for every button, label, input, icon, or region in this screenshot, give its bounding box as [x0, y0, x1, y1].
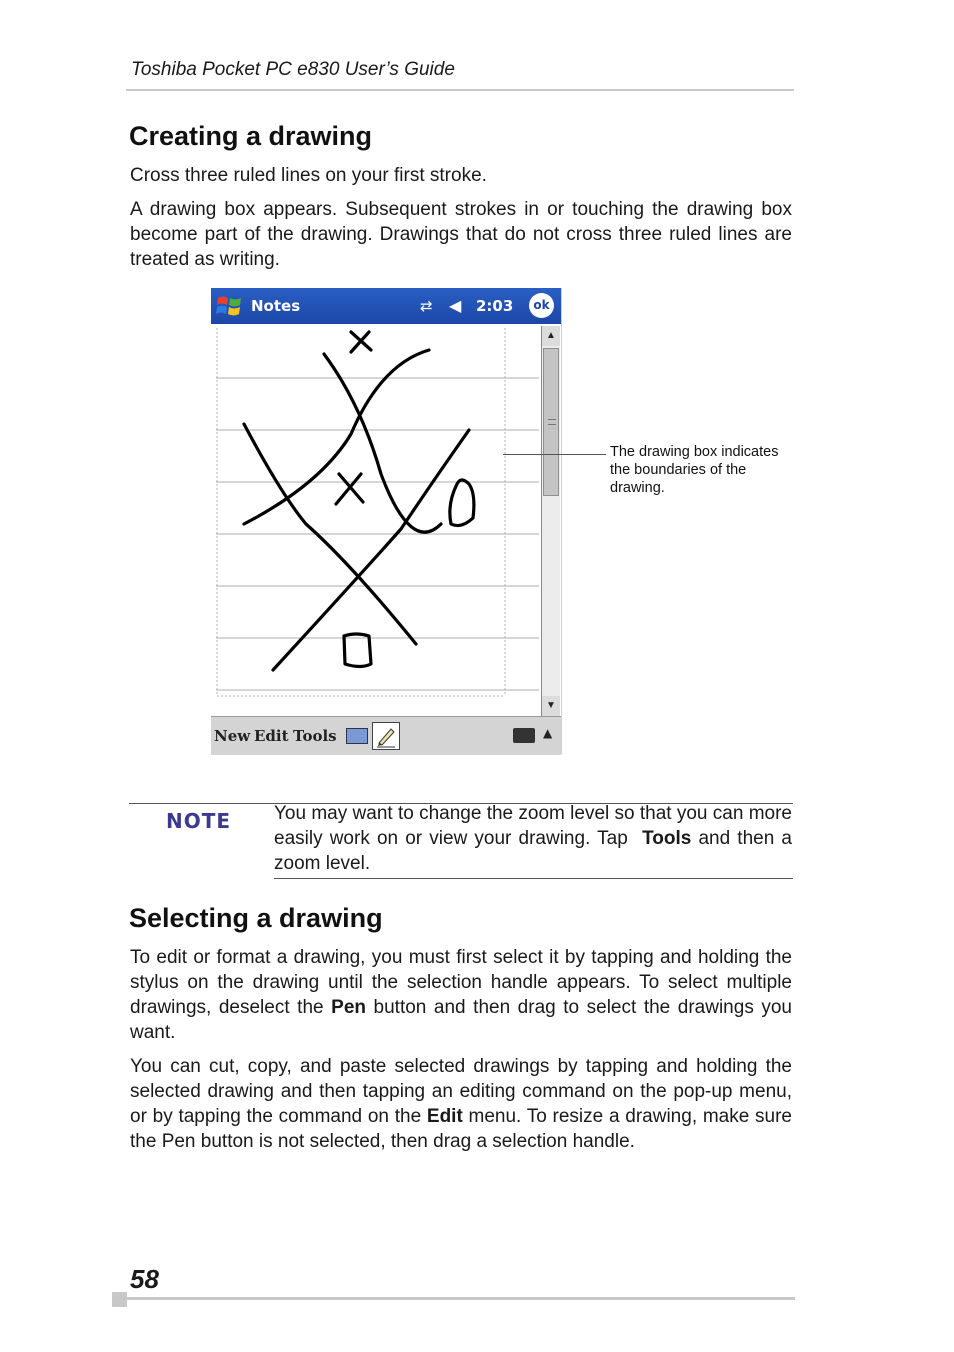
- app-title: Notes: [251, 297, 301, 315]
- clock[interactable]: 2:03: [476, 297, 514, 315]
- page-marker: [112, 1292, 127, 1307]
- paragraph: You can cut, copy, and paste selected drawings by tapping and holding the selected drawing and then tapping an editing command on the pop-up menu, or by tapping the command on the Edit menu. To resize a drawing, make sure the Pen button is not selected, then drag a selection handle.: [130, 1056, 793, 1152]
- menu-tools[interactable]: Tools: [293, 727, 337, 745]
- menu-bar: [211, 716, 561, 755]
- header-rule: [126, 89, 794, 91]
- paragraph: Cross three ruled lines on your first stroke.: [130, 165, 487, 186]
- note-bold-tools: Tools: [642, 828, 692, 849]
- callout-leader-line: [503, 454, 606, 455]
- scroll-up-arrow[interactable]: ▲: [542, 326, 560, 346]
- pen-button[interactable]: [372, 722, 400, 750]
- running-header: Toshiba Pocket PC e830 User’s Guide: [131, 59, 455, 80]
- scroll-thumb[interactable]: [543, 348, 559, 496]
- menu-edit[interactable]: Edit: [254, 727, 289, 745]
- windows-start-icon[interactable]: [215, 293, 245, 319]
- ok-button[interactable]: ok: [529, 293, 554, 318]
- drawing-canvas[interactable]: [211, 324, 541, 716]
- callout-text: The drawing box indicates the boundaries of the drawing.: [610, 444, 779, 496]
- section-heading-selecting: Selecting a drawing: [129, 903, 383, 933]
- note-text: You may want to change the zoom level so that you can more easily work on or view your drawing. Tap Tools and then a zoom level.: [274, 803, 792, 874]
- footer-rule: [127, 1297, 795, 1300]
- input-arrow-icon[interactable]: ▲: [543, 726, 553, 740]
- pen-icon: [373, 723, 399, 749]
- section-heading-creating: Creating a drawing: [129, 121, 373, 151]
- scrollbar[interactable]: [541, 326, 560, 716]
- note-label: NOTE: [166, 809, 232, 833]
- speaker-icon[interactable]: ◀: [449, 296, 462, 315]
- paragraph: To edit or format a drawing, you must first select it by tapping and holding the stylus on the drawing until the selection handle appears. To select multiple drawings, deselect the Pen button and then drag to select the drawings you want.: [130, 947, 792, 1043]
- paragraph: A drawing box appears. Subsequent strokes in or touching the drawing box become part of the drawing. Drawings that do not cross three ruled lines are treated as writing.: [130, 199, 792, 270]
- title-bar: [211, 288, 561, 324]
- keyboard-icon[interactable]: [513, 728, 535, 743]
- recording-icon[interactable]: [346, 728, 368, 744]
- scroll-down-arrow[interactable]: ▼: [542, 696, 560, 716]
- device-screenshot: [211, 288, 562, 754]
- menu-new[interactable]: New: [214, 727, 251, 745]
- page-number: 58: [130, 1264, 159, 1294]
- connectivity-icon[interactable]: ⇄: [420, 297, 433, 315]
- note-rule-bottom: [274, 878, 793, 879]
